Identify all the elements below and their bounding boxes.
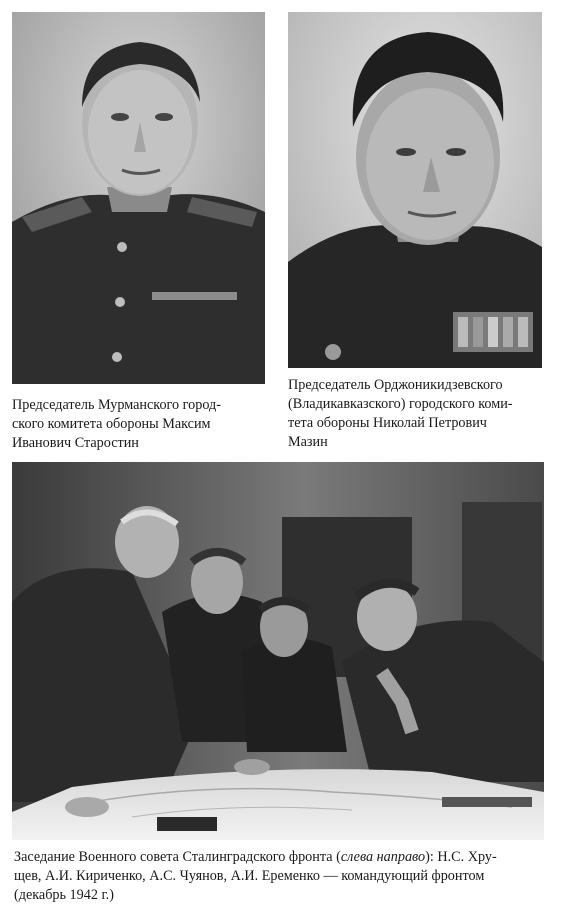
military-council-photo [12, 462, 544, 840]
mazin-caption [288, 376, 542, 452]
caption-italic-text: слева направо [340, 849, 426, 865]
caption-line: (Владикавказского) городского коми- [288, 396, 513, 412]
caption-text: Заседание Военного совета Сталинградского фронта ( [14, 849, 341, 865]
caption-line: ского комитета обороны Максим [12, 416, 211, 432]
starostin-caption [12, 396, 268, 453]
caption-line: тета обороны Николай Петрович [288, 415, 487, 431]
caption-text: ): Н.С. Хру- [425, 849, 497, 865]
mazin-portrait-photo [288, 12, 542, 368]
portrait-photo-icon [12, 12, 265, 384]
council-caption [14, 848, 550, 905]
caption-line: щев, А.И. Кириченко, А.С. Чуянов, А.И. Еременко — командующий фронтом [14, 868, 485, 884]
caption-line: Председатель Мурманского город- [12, 397, 221, 413]
caption-line: (декабрь 1942 г.) [14, 887, 114, 903]
group-photo-icon [12, 462, 544, 840]
caption-line: Председатель Орджоникидзевского [288, 377, 503, 393]
caption-line [14, 848, 550, 867]
starostin-portrait-photo [12, 12, 265, 384]
caption-line: Мазин [288, 434, 328, 450]
caption-line: Иванович Старостин [12, 435, 139, 451]
portrait-photo-icon [288, 12, 542, 368]
